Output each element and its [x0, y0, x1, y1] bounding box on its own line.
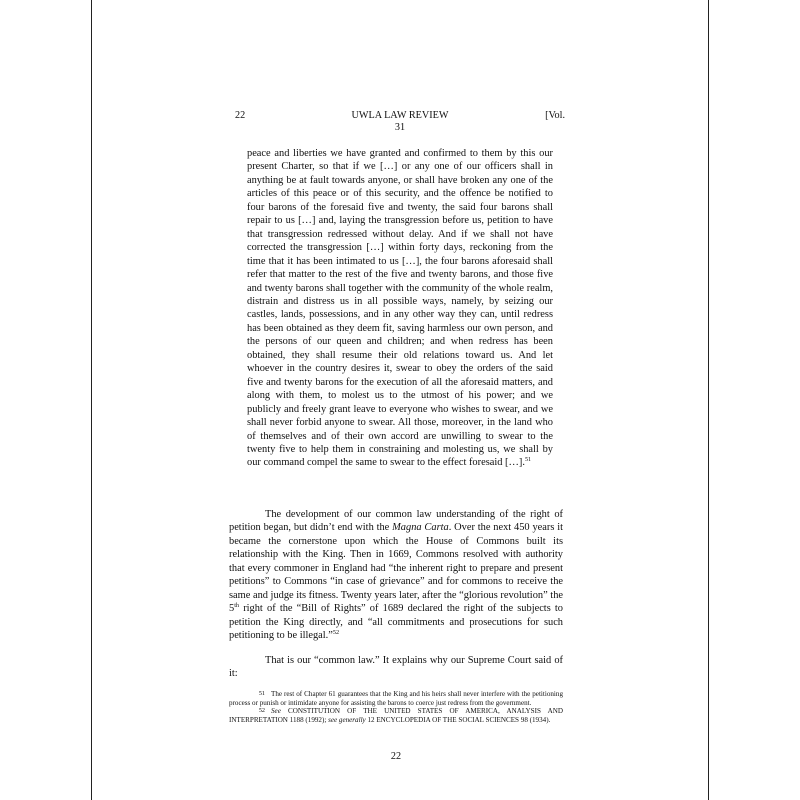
p1-text-b: . Over the next 450 years it became the cornerstone upon which the House of Commons built its relationship with the King. Then in 1669, Commons resolved with authority that every commoner in England had “the inherent right to prepare and present petitions” to Commons “in case of grievance” and for commons to receive the same and judge its fitness. Twenty years later, after the “glorious revolution” the 5	[229, 522, 564, 615]
footnote-number: 51	[258, 690, 265, 697]
p1-italic-magna-carta: Magna Carta	[392, 522, 449, 534]
header-page-number: 22	[235, 110, 246, 121]
document-page	[91, 0, 709, 800]
footnote-text: 12 ENCYCLOPEDIA OF THE SOCIAL SCIENCES 98 (1934).	[365, 715, 551, 724]
footnote-51	[229, 690, 563, 707]
footnote-text: CONSTITUTION OF THE UNITED STATES OF AMERICA, ANALYSIS AND INTERPRETATION 1188 (1992);	[229, 707, 563, 724]
footnote-text: The rest of Chapter 61 guarantees that the King and his heirs shall never interfere with the petitioning process or punish or intimidate anyone for assisting the barons to coerce just redress from the government.	[229, 690, 563, 707]
footer-page-number: 22	[390, 751, 402, 762]
block-quote-text: peace and liberties we have granted and confirmed to them by this our present Charter, so that if we […] or any one of our officers shall in anything be at fault towards anyone, or shall have broken any one of the articles of this peace or of this security, and the offence be notified to four barons of the foresaid five and twenty, the said four barons shall repair to us […] and, laying the transgression before us, petition to have that transgression redressed without delay. And if we shall not have corrected the transgression […] within forty days, reckoning from the time that it has been intimated to us […], the four barons aforesaid shall refer that matter to the rest of the five and twenty barons, and those five and twenty barons shall together with the community of the whole realm, distrain and distress us in all possible ways, namely, by seizing our castles, lands, possessions, and in any other way they can, until redress has been obtained as they deem fit, saving harmless our own person, and the persons of our queen and children; and when redress has been obtained, they shall resume their old relations toward us. And let whoever in the country desires it, swear to obey the orders of the said five and twenty barons for the execution of all the aforesaid matters, and along with them, to molest us to the utmost of his power; and we publicly and freely grant leave to everyone who wishes to swear, and we shall never forbid anyone to swear. All those, moreover, in the land who of themselves and of their own accord are unwilling to swear to the twenty five to help them in constraining and molesting us, we shall by our command compel the same to swear to the effect foresaid […].	[247, 148, 553, 469]
ordinal-suffix: th	[234, 602, 240, 610]
body-paragraph-2	[229, 654, 563, 681]
footnote-signal-see: See	[271, 707, 281, 716]
p1-text-c: right of the “Bill of Rights” of 1689 declared the right of the subjects to petition the King directly, and “all commitments and prosecutions for such petitioning to be illegal.”	[229, 603, 563, 642]
footnote-number: 52	[258, 707, 265, 715]
p1-text-a: The development of our common law understanding of the right of petition began, but didn’t end with the	[229, 509, 563, 534]
journal-title: UWLA LAW REVIEW	[351, 110, 449, 121]
p2-text: That is our “common law.” It explains why our Supreme Court said of it:	[229, 655, 563, 680]
footnote-52	[229, 707, 563, 724]
footnote-ref-52[interactable]: 52	[332, 629, 340, 637]
volume-number: 31	[394, 122, 406, 133]
body-paragraph-1	[229, 508, 563, 643]
volume-prefix: [Vol.	[545, 110, 565, 121]
block-quote	[247, 147, 553, 470]
footnote-signal-see-generally: see generally	[328, 715, 366, 724]
footnote-ref-51[interactable]: 51	[524, 456, 532, 464]
footnotes	[229, 690, 563, 724]
